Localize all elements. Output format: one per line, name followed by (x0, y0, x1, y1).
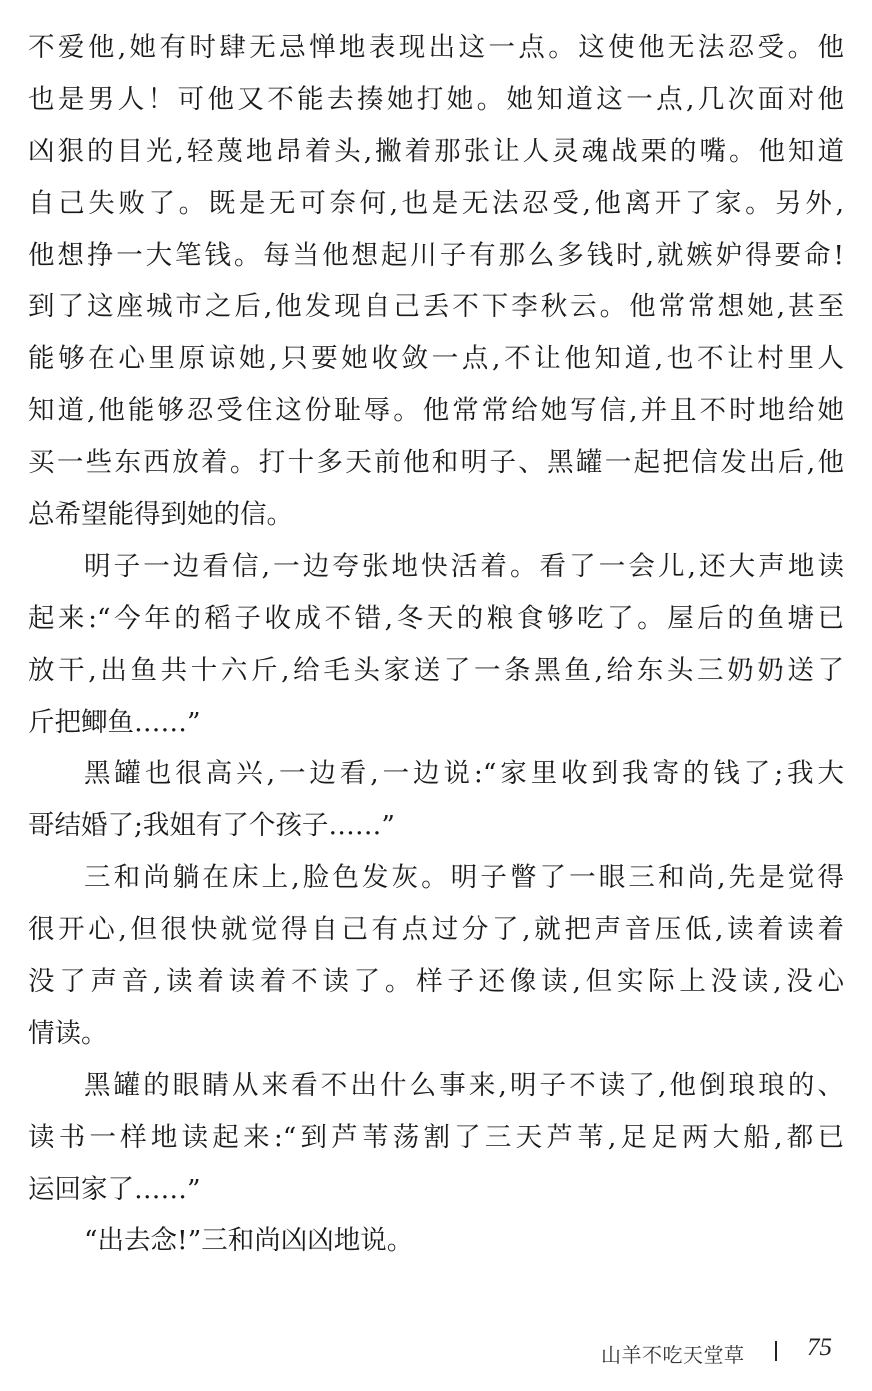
text-line: 总希望能得到她的信。 (28, 499, 293, 531)
text-line: “出去念!”三和尚凶凶地说。 (84, 1225, 414, 1257)
text-line: 运回家了……” (28, 1173, 201, 1205)
text-line: 不爱他,她有时肆无忌惮地表现出这一点。这使他无法忍受。他 (28, 32, 844, 63)
text-line: 明子一边看信,一边夸张地快活着。看了一会儿,还大声地读 (84, 550, 844, 582)
text-line: 能够在心里原谅她,只要她收敛一点,不让他知道,也不让村里人 (28, 343, 844, 375)
running-title: 山羊不吃天堂草 (601, 1343, 745, 1367)
page-number: 75 (807, 1334, 832, 1361)
text-line: 哥结婚了;我姐有了个孩子……” (28, 810, 395, 842)
text-line: 黑罐也很高兴,一边看,一边说:“家里收到我寄的钱了;我大 (84, 758, 844, 790)
text-line: 到了这座城市之后,他发现自己丢不下李秋云。他常常想她,甚至 (28, 291, 844, 323)
text-line: 情读。 (28, 1017, 108, 1049)
text-line: 很开心,但很快就觉得自己有点过分了,就把声音压低,读着读着 (28, 914, 844, 946)
text-line: 三和尚躺在床上,脸色发灰。明子瞥了一眼三和尚,先是觉得 (84, 862, 844, 894)
text-line: 也是男人！可他又不能去揍她打她。她知道这一点,几次面对他 (28, 83, 844, 115)
text-line: 起来:“今年的稻子收成不错,冬天的粮食够吃了。屋后的鱼塘已 (28, 602, 844, 634)
text-line: 自己失败了。既是无可奈何,也是无法忍受,他离开了家。另外, (28, 187, 844, 219)
text-line: 黑罐的眼睛从来看不出什么事来,明子不读了,他倒琅琅的、 (84, 1069, 844, 1101)
text-line: 读书一样地读起来:“到芦苇荡割了三天芦苇,足足两大船,都已 (28, 1121, 844, 1153)
text-line: 凶狠的目光,轻蔑地昂着头,撇着那张让人灵魂战栗的嘴。他知道 (28, 135, 844, 167)
page-footer (0, 1333, 872, 1373)
text-line: 买一些东西放着。打十多天前他和明子、黑罐一起把信发出后,他 (28, 447, 844, 479)
text-line: 他想挣一大笔钱。每当他想起川子有那么多钱时,就嫉妒得要命! (28, 239, 844, 271)
text-line: 放干,出鱼共十六斤,给毛头家送了一条黑鱼,给东头三奶奶送了 (28, 654, 844, 686)
text-line: 没了声音,读着读着不读了。样子还像读,但实际上没读,没心 (28, 966, 844, 998)
page-body-text (28, 22, 844, 1267)
text-line: 知道,他能够忍受住这份耻辱。他常常给她写信,并且不时地给她 (28, 395, 844, 427)
text-line: 斤把鲫鱼……” (28, 706, 201, 738)
footer-divider (775, 1341, 777, 1361)
